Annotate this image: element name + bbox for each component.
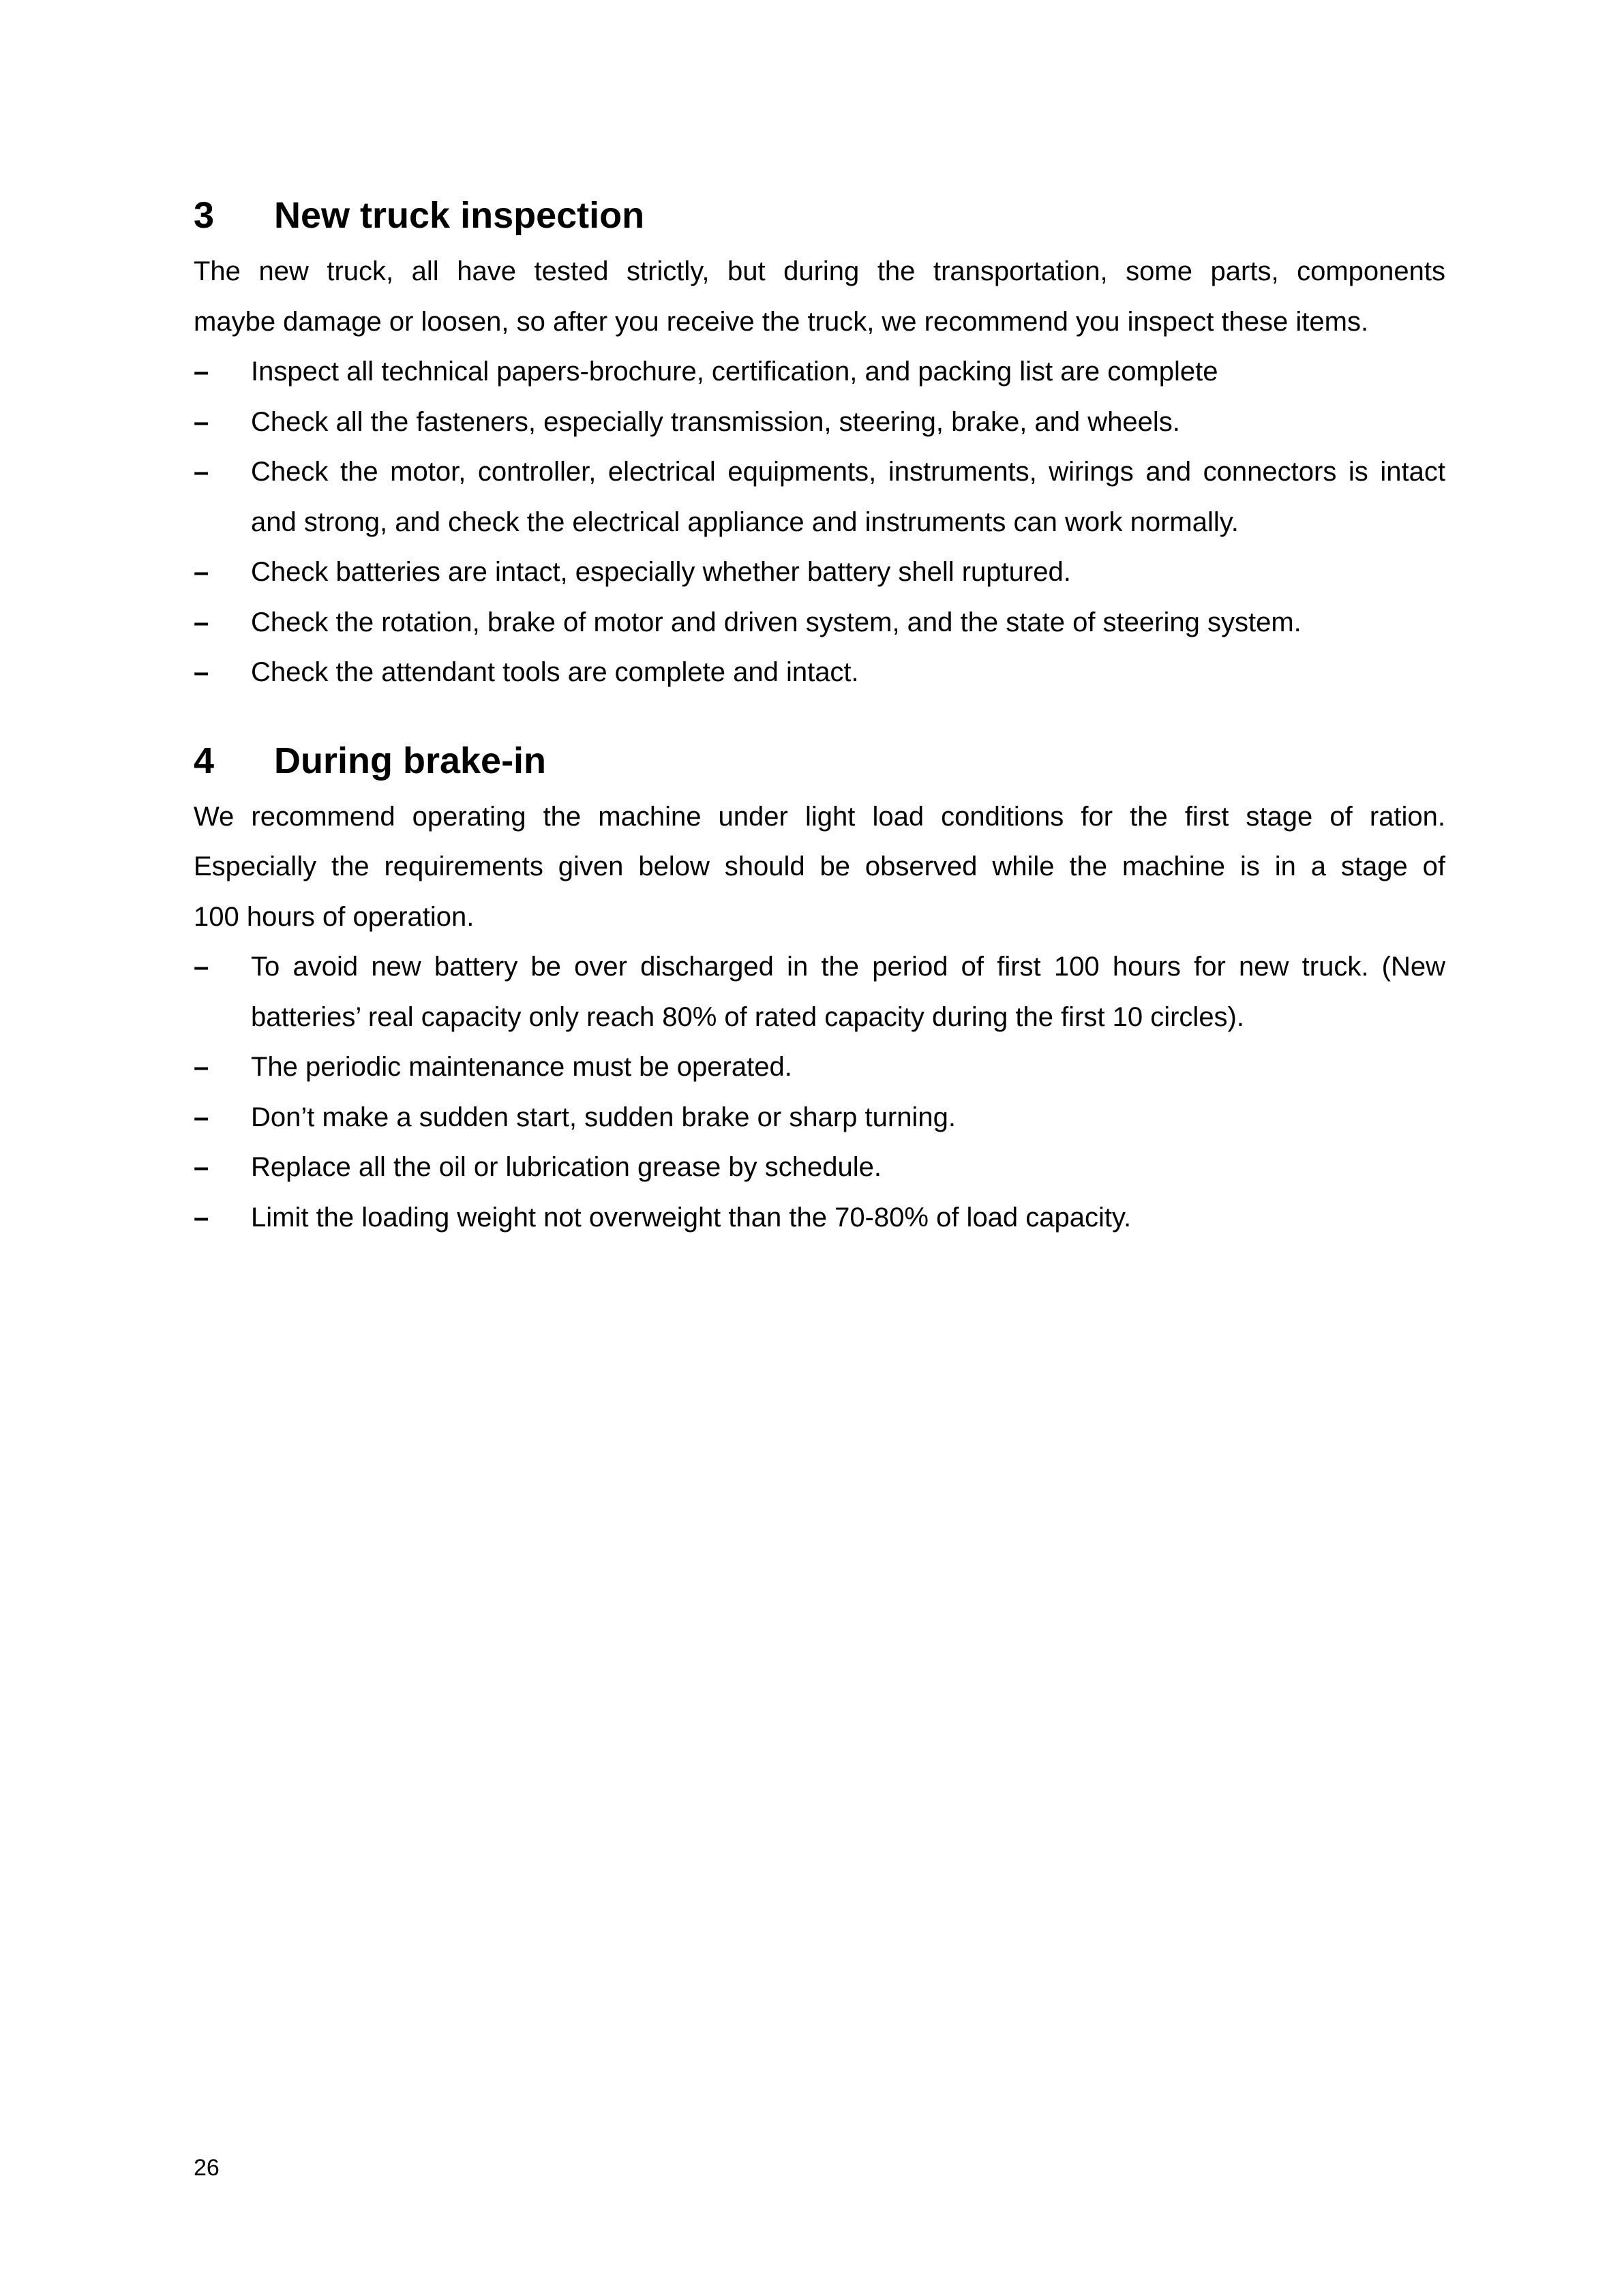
list-item-text: Check the attendant tools are complete and intact. (251, 657, 859, 687)
intro-paragraph-line: maybe damage or loosen, so after you receive the truck, we recommend you inspect these items. (194, 306, 1369, 337)
list-item-text: Check batteries are intact, especially whether battery shell ruptured. (251, 557, 1071, 587)
list-item (194, 1042, 1445, 1093)
list-item-text: Inspect all technical papers-brochure, certification, and packing list are complete (251, 357, 1218, 387)
dash-bullet: – (194, 952, 209, 982)
intro-paragraph-line: We recommend operating the machine under light load conditions for the first stage of ration. (194, 801, 1445, 832)
list-item-text: Check the motor, controller, electrical equipments, instruments, wirings and connectors is intact and strong, and check the electrical appliance and instruments can work normally. (251, 457, 1445, 537)
list-item (194, 942, 1445, 1042)
list-item-text: To avoid new battery be over discharged in the period of first 100 hours for new truck. (New batteries’ real capacity only reach 80% of rated capacity during the first 10 circles). (251, 952, 1445, 1032)
inspection-list (194, 347, 1445, 698)
intro-paragraph-line: Especially the requirements given below should be observed while the machine is in a stage of (194, 851, 1445, 881)
section-title: During brake-in (274, 740, 547, 781)
list-item (194, 598, 1445, 648)
list-item-text: Check all the fasteners, especially transmission, steering, brake, and wheels. (251, 406, 1180, 437)
list-item (194, 1143, 1445, 1193)
dash-bullet: – (194, 607, 209, 637)
dash-bullet: – (194, 457, 209, 487)
list-item-text: Check the rotation, brake of motor and driven system, and the state of steering system. (251, 607, 1302, 637)
list-item (194, 447, 1445, 547)
section-title: New truck inspection (274, 195, 645, 236)
list-item-text: The periodic maintenance must be operated. (251, 1052, 792, 1082)
list-item (194, 648, 1445, 698)
dash-bullet: – (194, 557, 209, 587)
dash-bullet: – (194, 1102, 209, 1132)
list-item (194, 1193, 1445, 1243)
section-heading (194, 184, 1445, 247)
section-spacer (194, 698, 1445, 729)
list-item (194, 397, 1445, 448)
dash-bullet: – (194, 1202, 209, 1233)
list-item-text: Limit the loading weight not overweight than the 70-80% of load capacity. (251, 1202, 1132, 1233)
list-item (194, 1093, 1445, 1143)
list-item (194, 547, 1445, 598)
intro-paragraph-line: 100 hours of operation. (194, 901, 475, 932)
page-number: 26 (194, 2155, 220, 2181)
dash-bullet: – (194, 1152, 209, 1182)
list-item-text: Don’t make a sudden start, sudden brake or sharp turning. (251, 1102, 956, 1132)
page-content (194, 184, 1445, 1243)
dash-bullet: – (194, 1052, 209, 1082)
section-during-brake-in (194, 729, 1445, 1243)
brake-in-list (194, 942, 1445, 1243)
section-number: 3 (194, 195, 215, 236)
section-number: 4 (194, 740, 215, 781)
intro-paragraph-line: The new truck, all have tested strictly, but during the transportation, some parts, components (194, 256, 1445, 286)
list-item (194, 347, 1445, 397)
dash-bullet: – (194, 406, 209, 437)
section-new-truck-inspection (194, 184, 1445, 698)
dash-bullet: – (194, 357, 209, 387)
section-heading (194, 729, 1445, 792)
dash-bullet: – (194, 657, 209, 687)
list-item-text: Replace all the oil or lubrication grease by schedule. (251, 1152, 882, 1182)
